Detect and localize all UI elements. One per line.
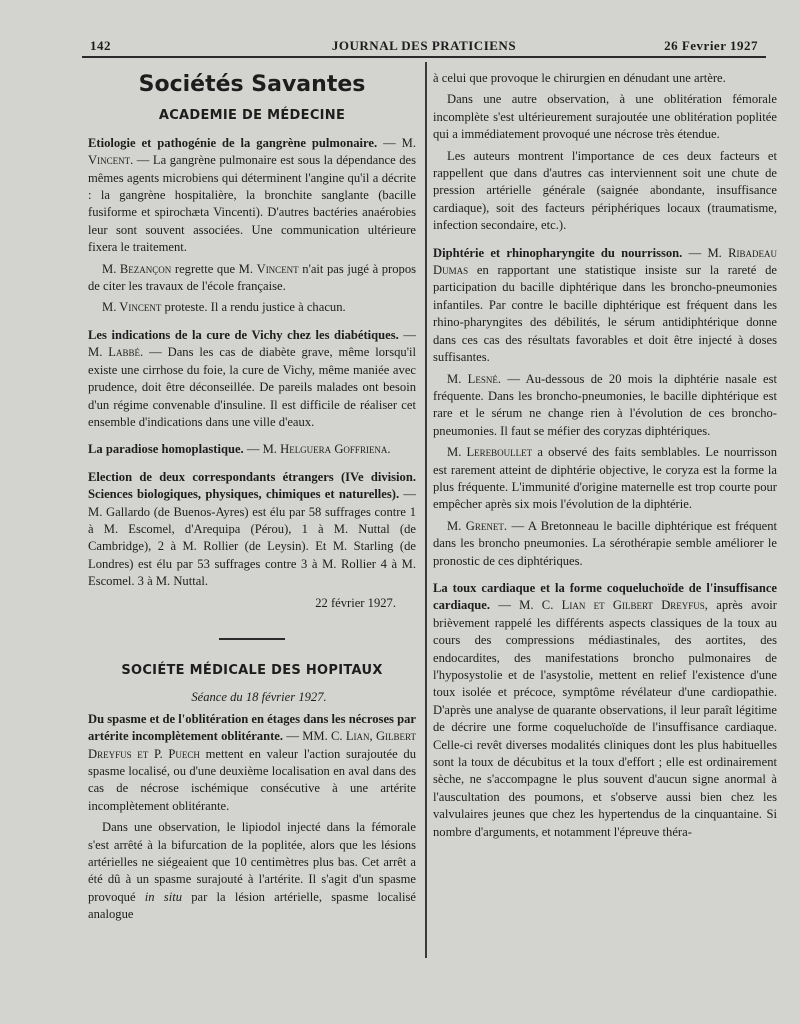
article-diphterie <box>433 245 777 367</box>
article-text: — Dans les cas de diabète grave, même lorsqu'il existe une cirrhose du foie, la cure de Vichy, même maniée avec prudence, doit être déconseillée. De pareils malades ont besoin d'un régime convenable d'insuline. Il est difficile de réaliser cet ensemble d'indications dans une ville d'eaux. <box>88 345 416 429</box>
paragraph-text: — Au-dessous de 20 mois la diphtérie nasale est fréquente. Dans les broncho-pneumonies, le bacille diphtérique est rare et le sérum ne change rien à l'évolution de ces broncho-pneumonies. Il faut se méfier des coryzas diphtériques. <box>433 371 777 438</box>
article-author: — MM. C. Lian, Gilbert Dreyfus et P. Puech <box>88 729 417 761</box>
column-divider <box>425 62 427 958</box>
author-name: M. Vincent <box>102 300 162 315</box>
page-number: 142 <box>90 38 111 53</box>
article-title: Etiologie et pathogénie de la gangrène pulmonaire. <box>88 135 378 150</box>
article-gangrene <box>88 135 416 257</box>
article-title: Diphtérie et rhinopharyngite du nourrisson. <box>433 245 683 260</box>
article-author: — M. C. Lian et Gilbert Dreyfus, <box>498 598 708 613</box>
article-author: — M. Helguera Goffriena. <box>246 442 391 457</box>
paragraph-text: — A Bretonneau le bacille diphtérique est fréquent dans les broncho pneumonies. La sérothérapie semble améliorer le pronostic de ces diphtériques. <box>433 518 778 568</box>
paragraph-lesne <box>433 371 777 441</box>
paragraph-text: a observé des faits semblables. Le nourrisson est rarement atteint de diphtérie objective, le coryza est la forme la plus fréquente. L'immunité d'origine maternelle est trop courte pour empêcher après six mois l'évolution de la diphtérie. <box>433 445 777 512</box>
issue-date: 26 Fevrier 1927 <box>664 38 758 53</box>
article-title: Du spasme et de l'oblitération en étages dans les nécroses par artérite incomplètement oblitérante. <box>88 711 416 744</box>
author-name: Vincent <box>256 261 299 276</box>
article-title: Election de deux correspondants étrangers (IVe division. Sciences biologiques, physiques, chimiques et naturelles). <box>88 469 416 502</box>
author-name: M. Lesné. <box>447 371 502 386</box>
paragraph-text: proteste. Il a rendu justice à chacun. <box>164 300 346 315</box>
article-spasme <box>88 711 416 815</box>
seance-date: Séance du 18 février 1927. <box>191 690 327 705</box>
paragraph-text: regrette que M. <box>174 261 254 276</box>
article-vichy <box>88 327 416 431</box>
article-text: — M. Gallardo (de Buenos-Ayres) est élu par 58 suffrages contre 1 à M. Escomel, d'Arequipa (Pérou), 1 à M. Nuttal (de Cambridge), 2 à M. Rollier (de Leysin). Et M. Starling (de Londres) est élu par 53 suffrages contre 3 à M. Rollier 4 à M. Escomel. 3 à M. Nuttal. <box>88 487 416 589</box>
right-column <box>433 70 777 845</box>
paragraph-continuation: à celui que provoque le chirurgien en dénudant une artère. <box>433 71 726 85</box>
section-title: Sociétés Savantes <box>138 72 366 97</box>
paragraph-vincent <box>88 299 416 316</box>
paragraph-text: par la lésion artérielle, spasme localisé analogue <box>88 889 416 922</box>
article-paradiose <box>88 441 416 458</box>
article-author: — M. Vincent. <box>88 135 416 168</box>
article-text: après avoir brièvement rappelé les différents aspects classiques de la toux au cours des compressions médiastinales, des aortites, des endocardites, des manifestations broncho pulmonaires de l'hyposystolie et de l'asystolie, mettent en relief l'existence d'une toux isolée et précoce, symptôme révélateur d'une cardiopathie. D'après une analyse de quarante observations, il leur paraît légitime de décrire une forme coqueluchoïde de l'insuffisance cardiaque. Celle-ci revêt diverses modalités cliniques dont les plus habituelles sont la toux de décubitus et la toux d'effort ; elle est ordinairement sèche, ne s'accompagne le plus souvent d'aucun signe anormal à l'auscultation des poumons, et s'observe aussi bien chez les valvulaires jeunes que chez les hypertendus de la cinquantaine. Si nombre d'arguments, et notamment l'épreuve théra- <box>433 598 777 839</box>
article-text: — La gangrène pulmonaire est sous la dépendance des mêmes agents microbiens qui déterminent l'angine qu'il a décrite : la gangrène hospitalière, la bronchite sanglante (bacille fusiforme et spirochæta Vincenti). D'autres bactéries anaérobies leur sont souvent associées. Une communication ultérieure fixera le traitement. <box>88 153 417 255</box>
author-name: M. Grenet. <box>447 518 508 533</box>
paragraph-text: n'ait pas jugé à propos de citer les travaux de l'école française. <box>88 261 417 294</box>
article-election <box>88 469 416 591</box>
author-name: M. Lereboullet <box>447 445 533 460</box>
article-text: mettent en valeur l'action surajoutée du spasme localisé, ou d'une deuxième localisation en aval dans des cas de nécrose ischémique consécutive à une artérite incomplètement oblitérante. <box>88 746 416 813</box>
article-author: — M. Labbé. <box>88 327 416 360</box>
paragraph-observation <box>88 819 416 923</box>
article-title: Les indications de la cure de Vichy chez les diabétiques. <box>88 327 399 342</box>
paragraph-bezancon <box>88 261 416 296</box>
article-author: — M. Ribadeau Dumas <box>433 245 777 278</box>
author-name: M. Bezançon <box>102 261 172 276</box>
academy-heading: ACADEMIE DE MÉDECINE <box>158 108 346 124</box>
society-heading: SOCIÉTE MÉDICALE DES HOPITAUX <box>121 662 383 678</box>
section-rule <box>219 638 285 640</box>
left-column <box>88 70 416 928</box>
paragraph-observation-2: Dans une autre observation, à une oblitération fémorale incomplète s'est ultérieurement surajoutée une oblitération poplitée qui a immédiatement provoqué une nécrose très étendue. <box>433 92 777 142</box>
article-date: 22 février 1927. <box>315 595 396 610</box>
italic-term: in situ <box>144 889 183 904</box>
paragraph-lereboullet <box>433 444 777 514</box>
paragraph-factors: Les auteurs montrent l'importance de ces deux facteurs et rappellent que dans d'autres cas interviennent soit une chute de pression artérielle générale (saignée abondante, insuffisance cardiaque), soit des facteurs périphériques locaux (traumatisme, infection secondaire, etc.). <box>433 148 777 233</box>
paragraph-text: Dans une observation, le lipiodol injecté dans la fémorale s'est arrêté à la bifurcation de la poplitée, alors que les lésions artérielles ne siégeaient que 10 centimètres plus bas. Cet arrêt a été dû à un spasme surajouté à l'artérite. Il s'agit d'un spasme provoqué <box>88 820 416 904</box>
article-toux <box>433 580 777 841</box>
page-header <box>82 36 766 58</box>
article-text: en rapportant une statistique insiste sur la rareté de participation du bacille diphtérique dans les broncho-pneumonies infantiles. Par contre le bacille diphtérique est fréquent dans les rhino-pharyngites des débilités, le sérum antidiphtérique donne dans ces cas des résultats favorables et doit être injecté à doses suffisantes. <box>433 263 777 365</box>
article-title: La toux cardiaque et la forme coqueluchoïde de l'insuffisance cardiaque. <box>433 580 777 613</box>
article-title: La paradiose homoplastique. <box>88 442 244 457</box>
journal-title: JOURNAL DES PRATICIENS <box>331 38 517 53</box>
paragraph-grenet <box>433 518 777 570</box>
